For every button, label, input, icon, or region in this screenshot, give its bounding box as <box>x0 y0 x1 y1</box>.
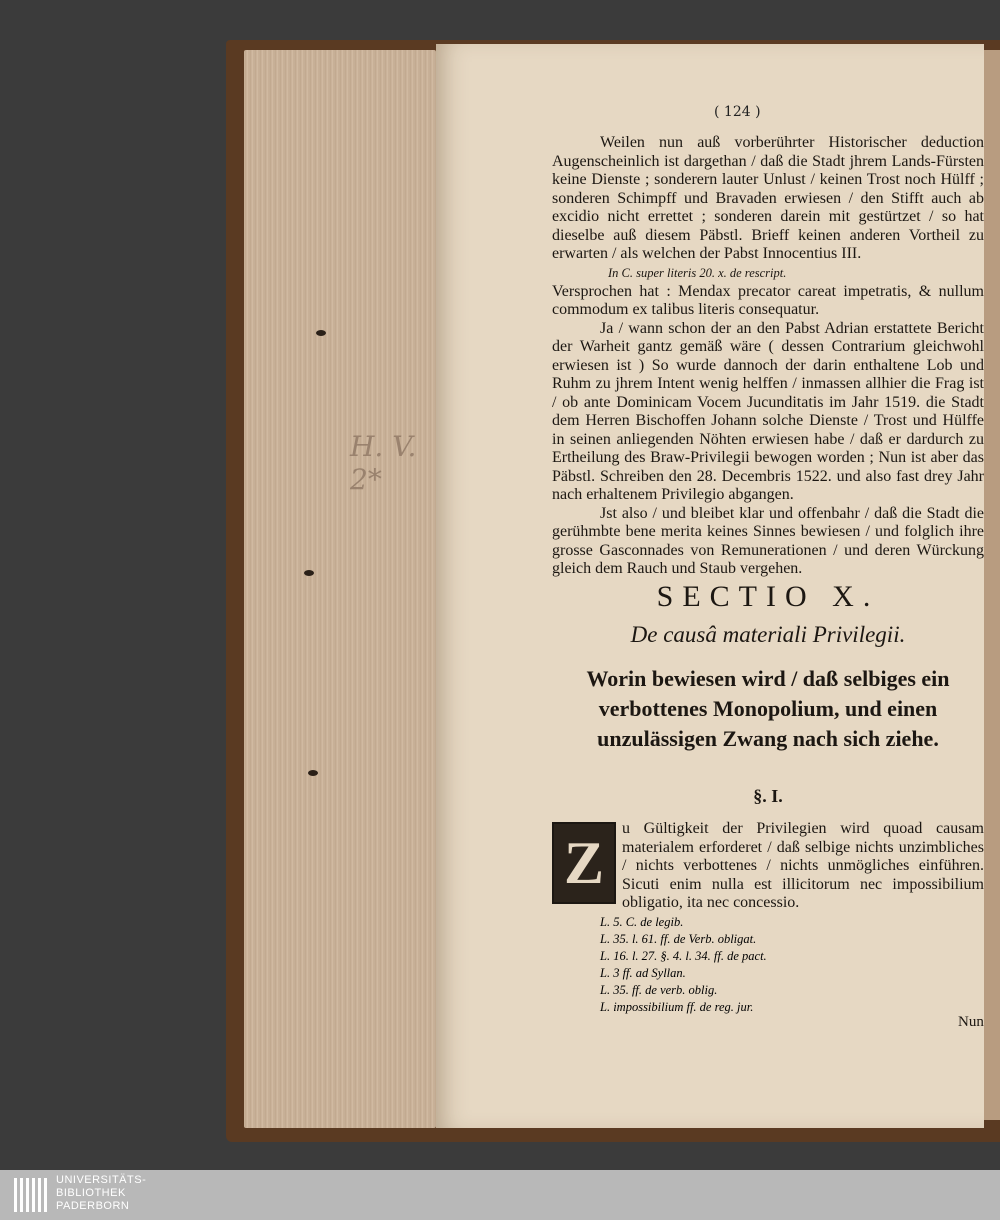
section-subtitle: De causâ materiali Privilegii. <box>630 622 906 647</box>
university-library-logo-icon <box>14 1176 50 1214</box>
citation-item: L. 5. C. de legib. <box>600 915 684 929</box>
citation-item: L. impossibilium ff. de reg. jur. <box>600 1000 754 1014</box>
edge-stamp: H. V. 2* <box>350 430 417 496</box>
paragraph-5: u Gültigkeit der Privilegien wird quoad causam materialem erforderet / daß selbige nichts unzimbliches / nichts verbottenes / nichts unmögliches einführen. Sicuti enim nulla est illicitorum nec impossibilium obligatio, ita nec concessio. <box>622 820 984 911</box>
footer-line-1: UNIVERSITÄTS- <box>56 1174 147 1186</box>
citation-list <box>600 914 980 1016</box>
edge-mark <box>308 770 318 776</box>
citation-item: L. 35. l. 61. ff. de Verb. obligat. <box>600 932 757 946</box>
section-title: SECTIO X. <box>656 580 880 613</box>
page-edges <box>244 50 436 1128</box>
edge-mark <box>316 330 326 336</box>
dropcap-initial: Z <box>552 822 616 904</box>
footer-bar <box>0 1170 1000 1220</box>
citation: In C. super literis 20. x. de rescript. <box>608 265 787 280</box>
citation-item: L. 16. l. 27. §. 4. l. 34. ff. de pact. <box>600 949 767 963</box>
footer-line-2: BIBLIOTHEK <box>56 1187 126 1199</box>
citation-item: L. 35. ff. de verb. oblig. <box>600 983 718 997</box>
paragraph-2: Versprochen hat : Mendax precator careat impetratis, & nullum commodum ex talibus literis consequatur. <box>552 282 984 318</box>
paragraph-4: Jst also / und bleibet klar und offenbahr / daß die Stadt die gerühmbte bene merita keines Sinnes bewiesen / und folglich ihre grosse Gasconnades von Remunerationen / und deren Würckung gleich dem Rauch und Staub vergehen. <box>552 504 984 577</box>
paragraph-1: Weilen nun auß vorberührter Historischer deduction Augenscheinlich ist dargethan / daß die Stadt jhrem Lands-Fürsten keine Dienste ; sonderern lauter Unlust / keinen Trost noch Hülff ; sonderen Schimpff und Bravaden erwiesen / den Stifft auch ab excidio nicht errettet ; sonderen darein mit gestürtzet / so hat dieselbe auß diesem Päbstl. Brieff keinen anderen Vortheil zu erwarten / als welchen der Pabst Innocentius III. <box>552 134 984 262</box>
catchword: Nun <box>958 1014 984 1030</box>
paragraph-mark: §. I. <box>753 786 783 806</box>
page-text-top <box>552 134 984 579</box>
section-heading: Worin bewiesen wird / daß selbiges ein verbottenes Monopolium, und einen unzulässigen Zwang nach sich ziehe. <box>586 666 950 751</box>
edge-mark <box>304 570 314 576</box>
page-number: ( 124 ) <box>714 104 761 120</box>
page-text-bottom <box>552 820 984 913</box>
page-right-edge <box>984 50 1000 1120</box>
citation-item: L. 3 ff. ad Syllan. <box>600 966 686 980</box>
footer-line-3: PADERBORN <box>56 1200 130 1212</box>
paragraph-3: Ja / wann schon der an den Pabst Adrian erstattete Bericht der Warheit gantz gemäß wäre ( dessen Contrarium gleichwohl erwiesen ist ) So wurde dannoch der darin enthaltene Lob und Ruhm zu jhrem Intent wenig helffen / inmassen allhier die Frag ist / ob ante Dominicam Vocem Jucunditatis im Jahr 1519. die Stadt dem Herren Bischoffen Johann solche Dienste / Trost und Hülffe in seinen anliegenden Nöhten erwiesen habe / daß er dardurch zu Ertheilung des Braw-Privilegii bewogen worden ; Nun ist aber das Päbstl. Schreiben den 28. Decembris 1522. und also fast drey Jahr nach erhaltenem Privilegio abgangen. <box>552 319 984 503</box>
